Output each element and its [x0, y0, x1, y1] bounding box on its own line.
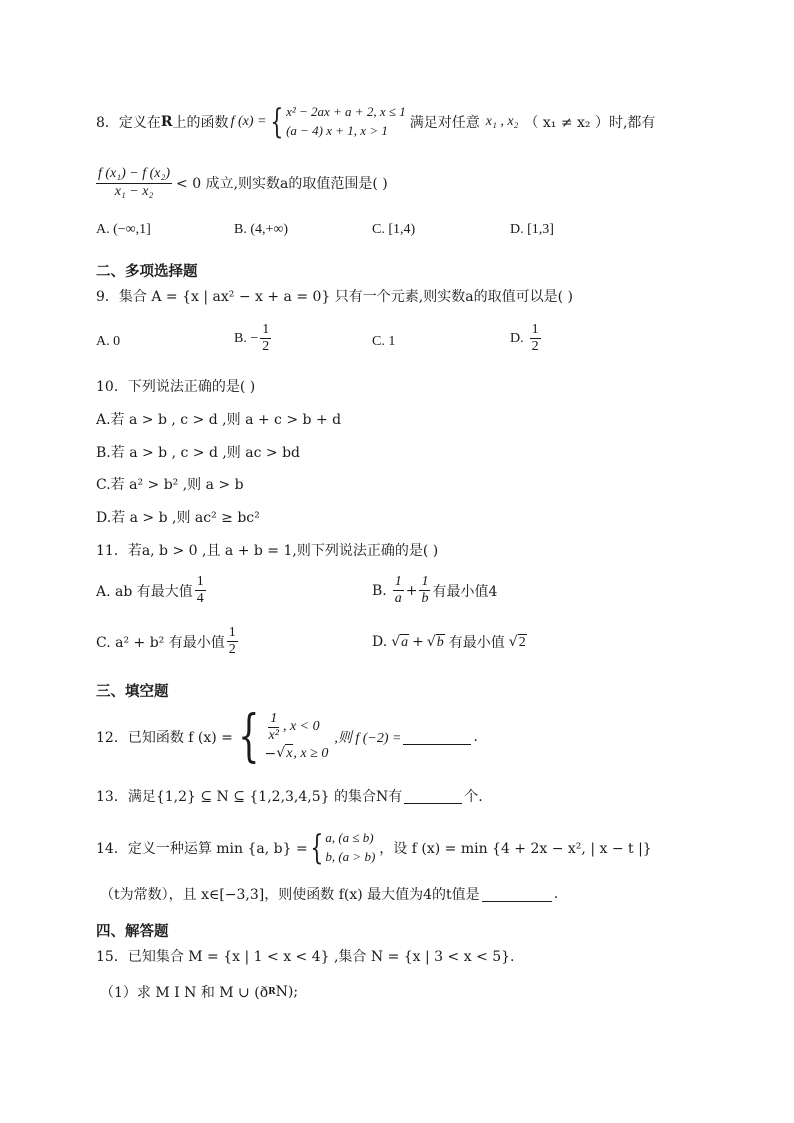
q11-option-c: C. a² + b² 有最小值 $\frac{1}{2}$ [96, 625, 236, 658]
q11-option-a: A. ab 有最大值 $\frac{1}{4}$ [96, 574, 204, 607]
q14-answer-blank[interactable] [482, 887, 552, 902]
q9-stem: 9．集合 A = {x | ax² − x + a = 0} 只有一个元素,则实数a的取值可以是( ) [96, 289, 573, 305]
q15-stem: 15．已知集合 M = {x | 1 < x < 4} ,集合 N = {x | 3 < x < 5}. [96, 949, 515, 965]
q10-option-b: B.若 a > b , c > d ,则 ac > bd [96, 445, 301, 461]
q8-line2: $\frac{\text{f (x₁) − f (x₂)}}{\text{x₁ − x₂}}$ < 0 成立,则实数a的取值范围是( ) [98, 166, 388, 199]
q13-line: 13．满足{1,2} ⊆ N ⊆ {1,2,3,4,5} 的集合N有 个. [96, 789, 483, 805]
q8-line1: 8． 定义在 R 上的函数 f (x) = { x² − 2ax + a + 2, x ≤ 1 (a − 4) x + 1, x > 1 满足对任意 x₁ , x₂ （ x₁ ≠ x₂ ）时,都有 [96, 102, 656, 142]
section-heading-fill-blank: 三、填空题 [96, 683, 169, 700]
section-heading-solutions: 四、解答题 [96, 923, 169, 940]
q9-option-c: C. 1 [372, 334, 396, 349]
q8-number: 8． [96, 115, 119, 131]
q11-stem: 11．若a, b > 0 ,且 a + b = 1,则下列说法正确的是( ) [96, 543, 439, 559]
q11-option-b: B. $\frac{1}{a}$ + $\frac{1}{b}$ 有最小值4 [372, 574, 498, 607]
q12-line: 12．已知函数 f (x) = { $\frac{1}{\text{x²}}$ , x < 0 − √x , x ≥ 0 ,则 f (−2) = . [96, 704, 478, 769]
q8-option-b: B. (4,+∞) [234, 222, 289, 237]
q9-option-a: A. 0 [96, 334, 121, 349]
q13-answer-blank[interactable] [404, 789, 462, 804]
q15-part1: （1）求 M I N 和 M ∪ (ð R N); [100, 984, 299, 1001]
q12-answer-blank[interactable] [403, 730, 471, 745]
q8-option-c: C. [1,4) [372, 222, 416, 237]
q9-option-b: B. − $\frac{1}{2}$ [234, 322, 270, 355]
q11-option-d: D. √a + √b 有最小值 √2 [372, 633, 526, 651]
q10-stem: 10．下列说法正确的是( ) [96, 379, 256, 395]
q8-brace: { [270, 102, 284, 142]
q8-fraction: $\frac{\text{f (x₁) − f (x₂)}}{\text{x₁ − x₂}}$ [98, 166, 171, 199]
q8-option-d: D. [1,3] [510, 222, 554, 237]
q14-line2: （t为常数），且 x∈[−3,3]，则使函数 f(x) 最大值为4的t值是 . [100, 886, 559, 903]
q10-option-a: A.若 a > b , c > d ,则 a + c > b + d [96, 412, 342, 428]
q10-option-c: C.若 a² > b² ,则 a > b [96, 477, 244, 493]
q9-option-d: D. $\frac{1}{2}$ [510, 322, 539, 355]
section-heading-multiple-choice: 二、多项选择题 [96, 263, 198, 280]
q14-line1: 14．定义一种运算 min {a, b} = { a, (a ≤ b) b, (a > b) ，设 f (x) = min {4 + 2x − x², | x − t |} [96, 828, 652, 868]
q10-option-d: D.若 a > b ,则 ac² ≥ bc² [96, 510, 260, 526]
q8-cases: x² − 2ax + a + 2, x ≤ 1 (a − 4) x + 1, x > 1 [286, 104, 406, 138]
q8-option-a: A. (−∞,1] [96, 222, 151, 237]
